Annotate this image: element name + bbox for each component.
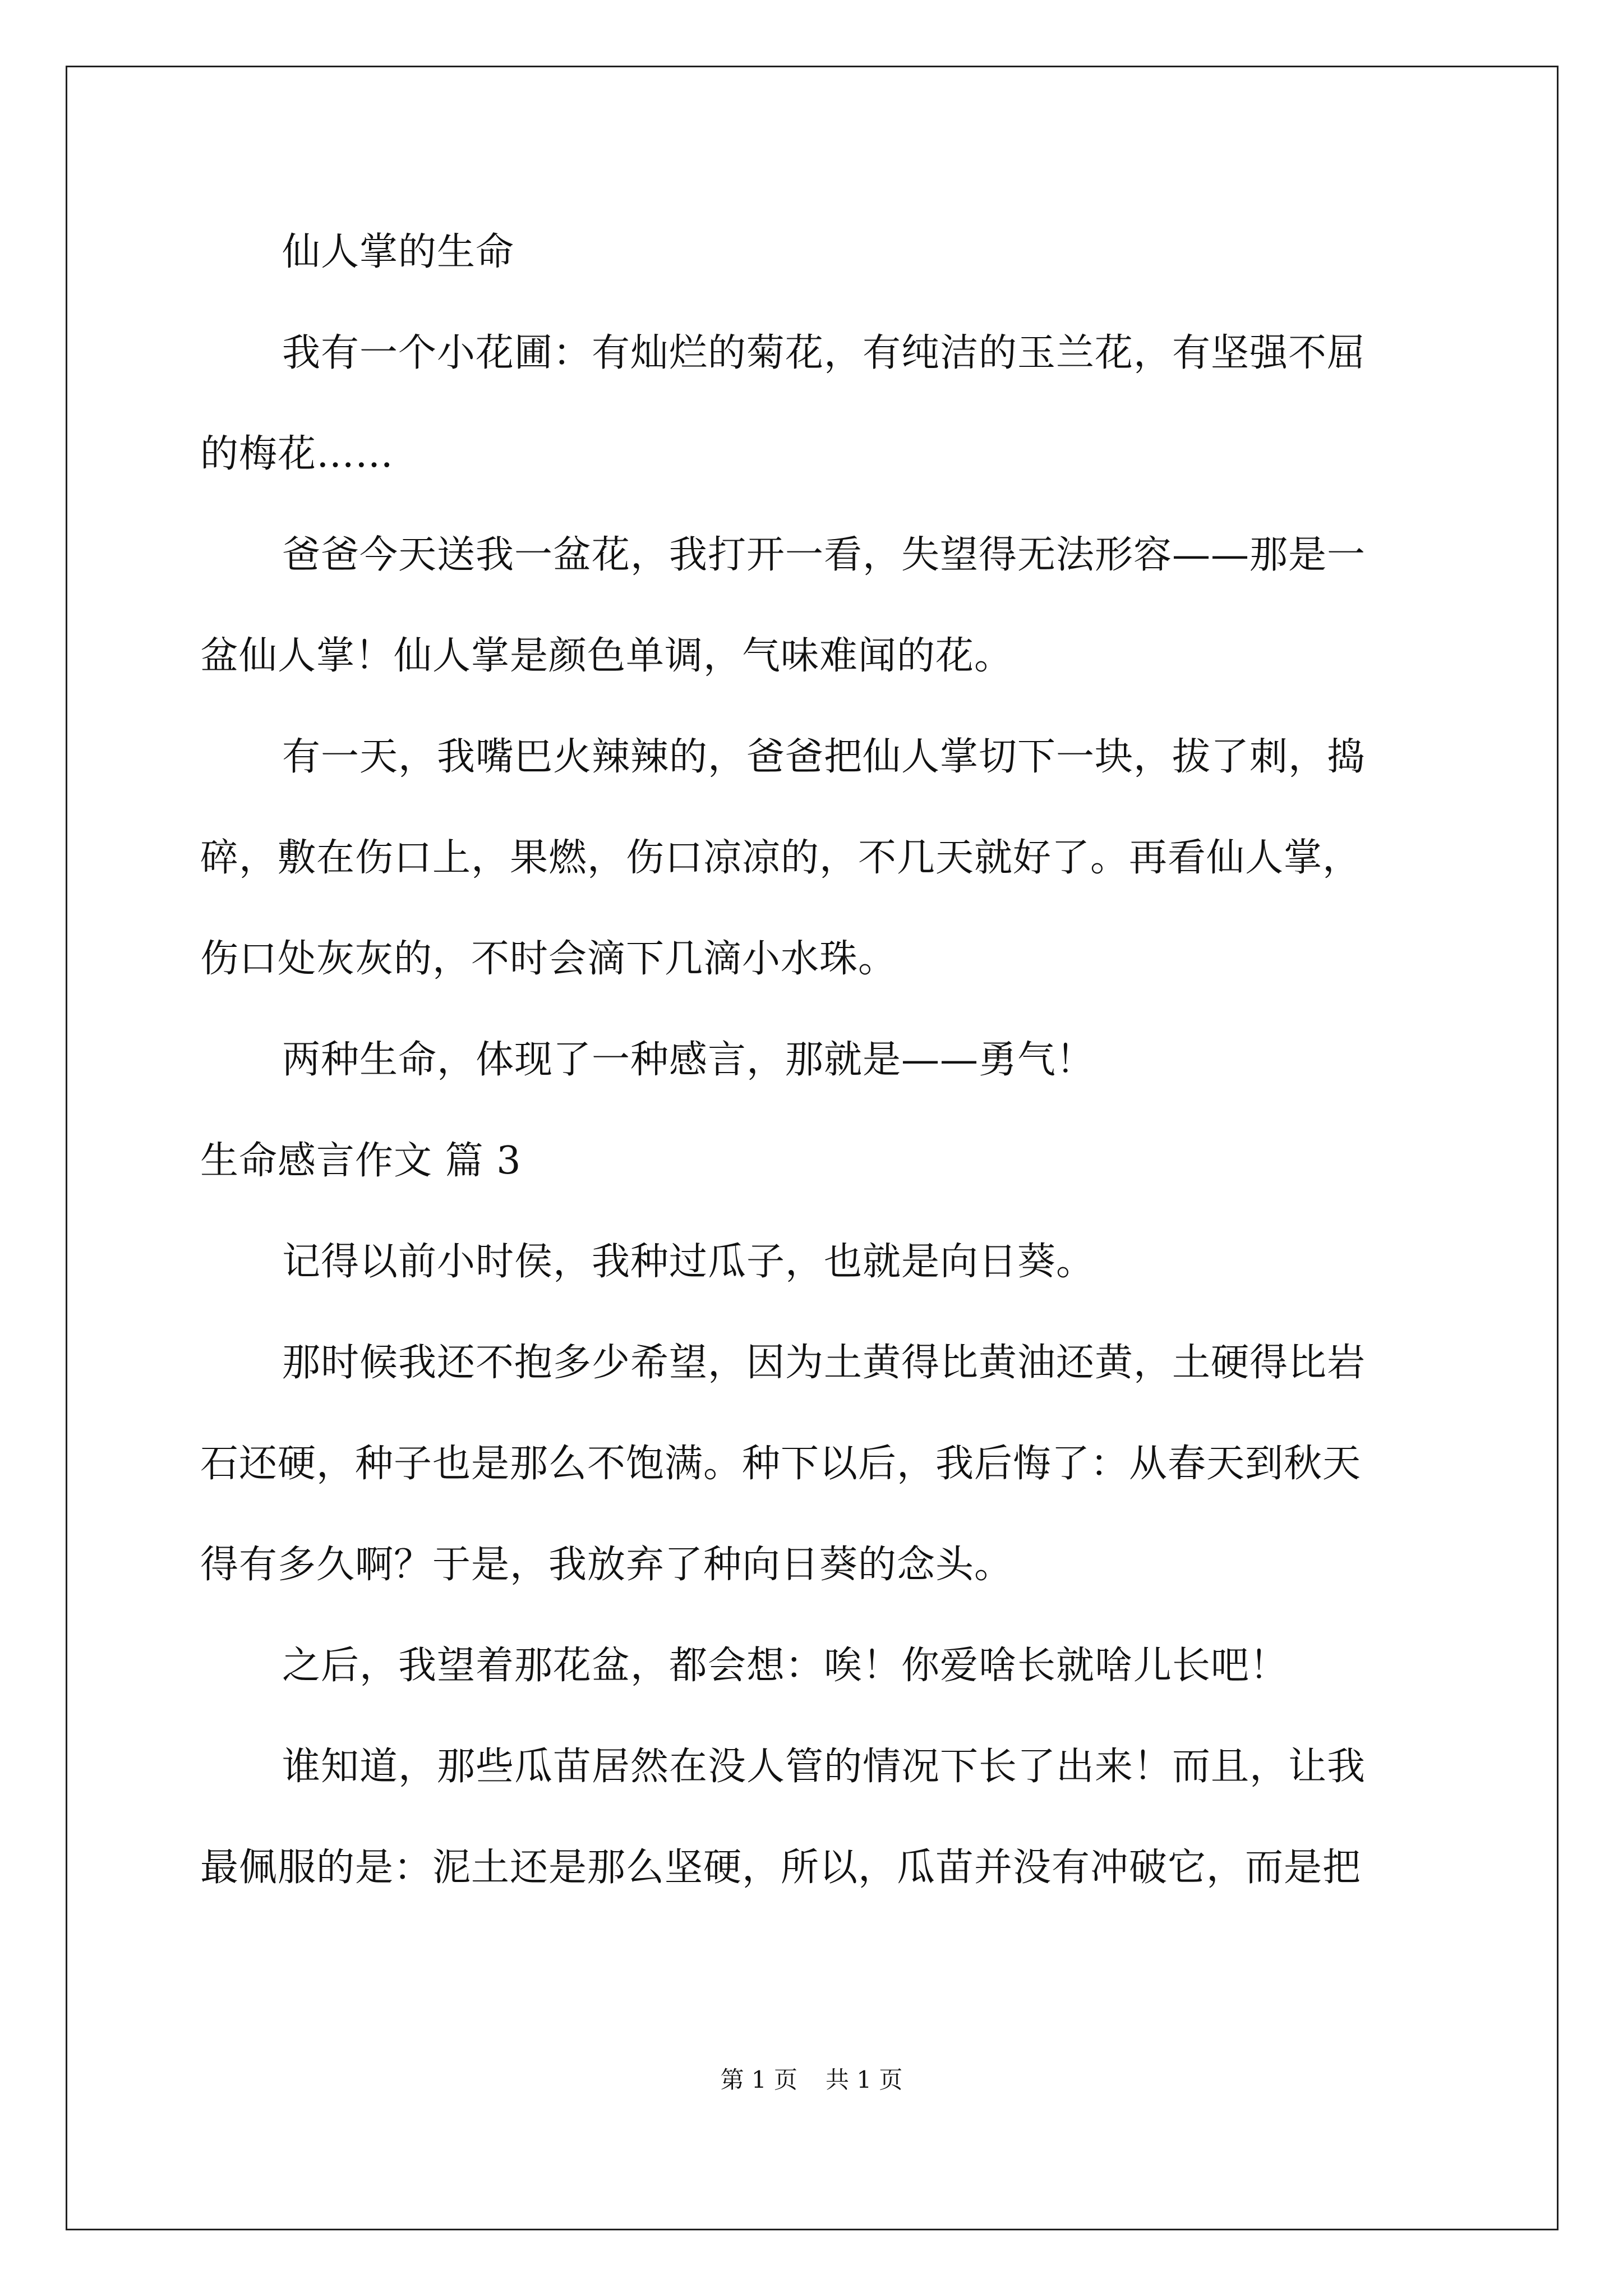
paragraph-title-line: 仙人掌的生命 — [282, 230, 515, 274]
paragraph-line: 的梅花…… — [200, 432, 394, 476]
paragraph-line: 谁知道，那些瓜苗居然在没人管的情况下长了出来！而且，让我 — [282, 1745, 1366, 1789]
paragraph-line: 有一天，我嘴巴火辣辣的，爸爸把仙人掌切下一块，拔了刺，捣 — [282, 735, 1366, 779]
section-heading: 生命感言作文 篇 3 — [200, 1139, 522, 1183]
paragraph-line: 得有多久啊？于是，我放弃了种向日葵的念头。 — [200, 1543, 1013, 1587]
paragraph-line: 石还硬，种子也是那么不饱满。种下以后，我后悔了：从春天到秋天 — [200, 1442, 1362, 1486]
page-number: 第 1 页 — [720, 2066, 797, 2093]
paragraph-line: 盆仙人掌！仙人掌是颜色单调，气味难闻的花。 — [200, 634, 1013, 678]
paragraph-line: 我有一个小花圃：有灿烂的菊花，有纯洁的玉兰花，有坚强不屈 — [282, 331, 1366, 375]
paragraph-line: 那时候我还不抱多少希望，因为土黄得比黄油还黄，土硬得比岩 — [282, 1341, 1366, 1385]
paragraph-line: 记得以前小时侯，我种过瓜子，也就是向日葵。 — [282, 1240, 1095, 1284]
paragraph-line: 碎，敷在伤口上，果燃，伤口凉凉的，不几天就好了。再看仙人掌， — [200, 836, 1362, 880]
page-footer — [0, 2063, 1623, 2097]
paragraph-line: 之后，我望着那花盆，都会想：唉！你爱啥长就啥儿长吧！ — [282, 1644, 1289, 1688]
paragraph-line: 最佩服的是：泥土还是那么坚硬，所以，瓜苗并没有冲破它，而是把 — [200, 1846, 1362, 1890]
page-total: 共 1 页 — [826, 2066, 903, 2093]
paragraph-line: 两种生命，体现了一种感言，那就是——勇气！ — [282, 1038, 1095, 1082]
paragraph-line: 爸爸今天送我一盆花，我打开一看，失望得无法形容——那是一 — [282, 533, 1366, 577]
document-body — [200, 202, 1434, 1918]
paragraph-line: 伤口处灰灰的，不时会滴下几滴小水珠。 — [200, 937, 897, 981]
